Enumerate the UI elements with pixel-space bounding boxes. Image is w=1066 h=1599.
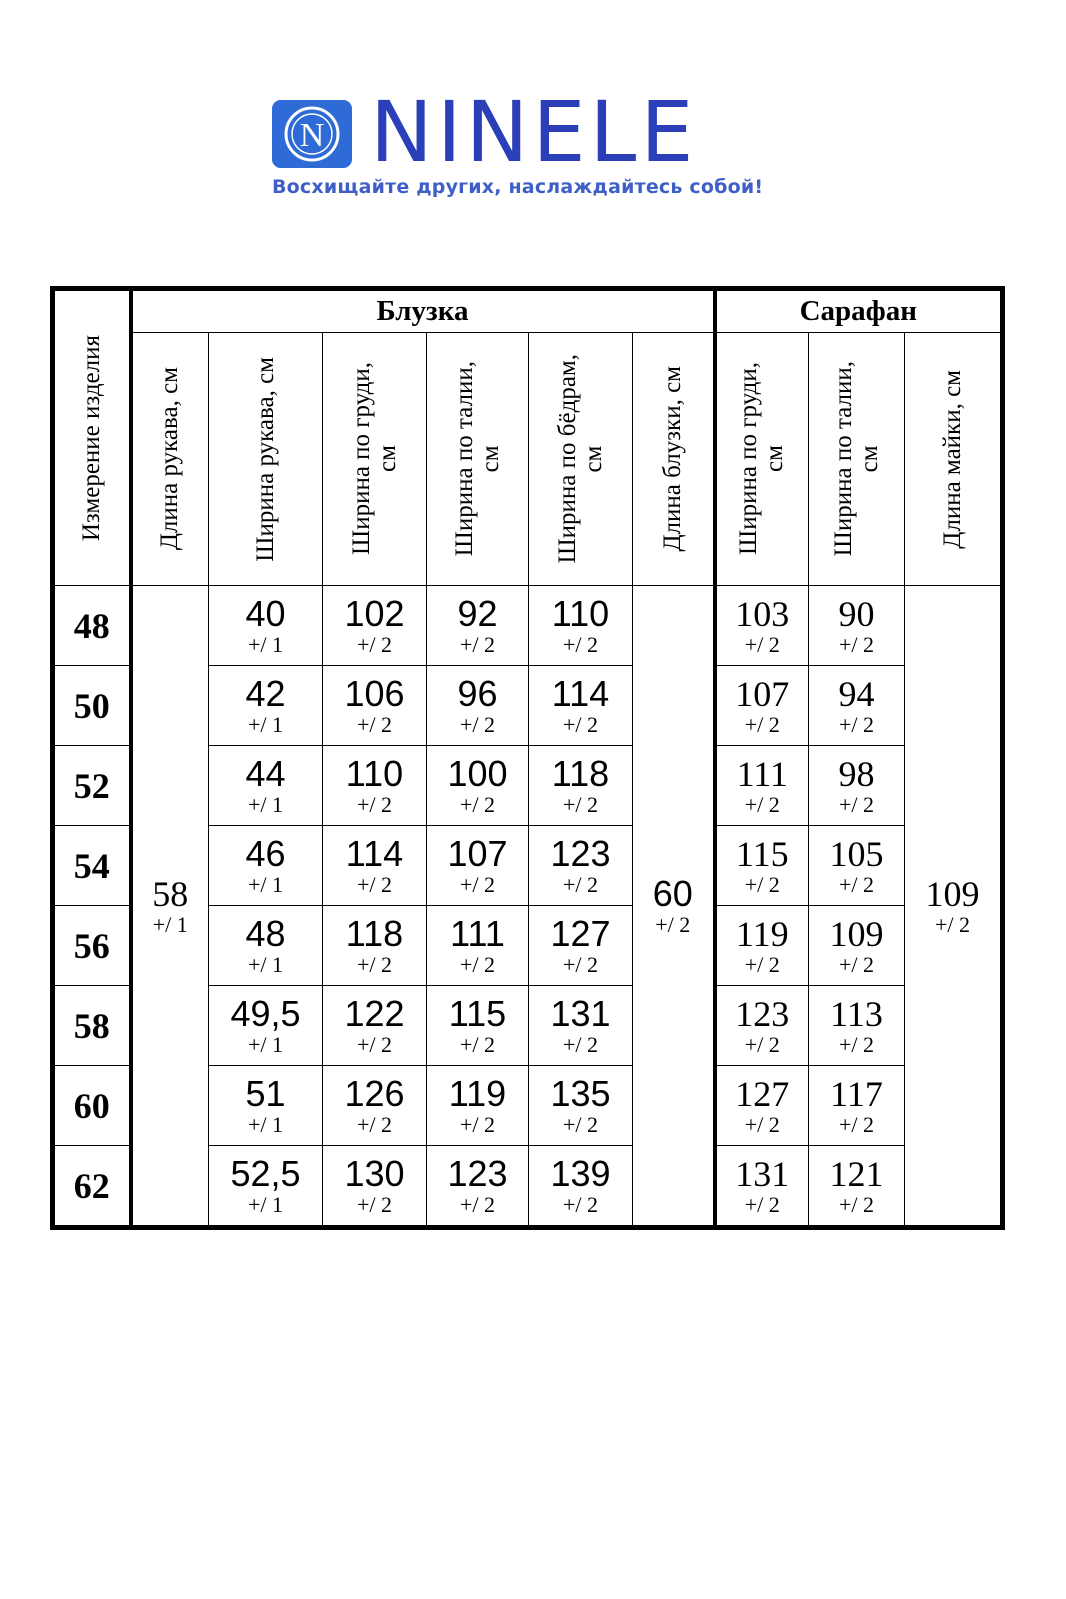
blouse-chest-cell-tolerance: +/ 2 xyxy=(356,1031,393,1057)
sarafan-chest-cell-value: 111 xyxy=(736,753,788,794)
sleeve-width-cell-tolerance: +/ 1 xyxy=(247,871,284,897)
brand-name: NINELE xyxy=(370,83,698,181)
blouse-hips-cell-tolerance: +/ 2 xyxy=(562,951,599,977)
sarafan-waist-cell-value: 109 xyxy=(829,913,884,954)
sleeve-width-cell-value: 52,5 xyxy=(230,1152,301,1194)
sarafan-waist-cell-value: 90 xyxy=(838,593,875,634)
size-cell: 60 xyxy=(55,1066,131,1146)
blouse-chest-cell-tolerance: +/ 2 xyxy=(356,1111,393,1137)
svg-text:N: N xyxy=(299,117,325,154)
col-sarafan-chest-label: Ширина по груди, см xyxy=(735,362,789,556)
size-cell: 58 xyxy=(55,986,131,1066)
blouse-chest-cell-value: 102 xyxy=(344,592,405,634)
blouse-hips-cell xyxy=(529,666,633,746)
sarafan-length-cell-tolerance: +/ 2 xyxy=(934,911,971,937)
sarafan-length-cell xyxy=(905,586,1001,1226)
sleeve-length-cell-tolerance: +/ 1 xyxy=(152,911,188,937)
col-blouse-chest xyxy=(323,333,427,586)
sarafan-waist-cell-tolerance: +/ 2 xyxy=(838,1031,875,1057)
blouse-waist-cell-value: 115 xyxy=(448,992,507,1034)
blouse-waist-cell-tolerance: +/ 2 xyxy=(459,1031,496,1057)
blouse-hips-cell-tolerance: +/ 2 xyxy=(562,711,599,737)
col-blouse-hips xyxy=(529,333,633,586)
sarafan-chest-cell-value: 119 xyxy=(735,913,789,954)
sarafan-chest-cell xyxy=(715,1066,809,1146)
blouse-waist-cell-tolerance: +/ 2 xyxy=(459,951,496,977)
col-sarafan-chest xyxy=(715,333,809,586)
sleeve-width-cell-value: 49,5 xyxy=(230,992,301,1034)
sleeve-width-cell xyxy=(209,826,323,906)
sarafan-chest-cell xyxy=(715,1146,809,1226)
group-sarafan: Сарафан xyxy=(715,291,1001,333)
group-blouse: Блузка xyxy=(131,291,715,333)
col-sleeve-length xyxy=(131,333,209,586)
sarafan-waist-cell xyxy=(809,986,905,1066)
blouse-waist-cell-value: 96 xyxy=(457,672,498,714)
col-sarafan-waist xyxy=(809,333,905,586)
blouse-hips-cell-value: 135 xyxy=(550,1072,611,1114)
sarafan-waist-cell-value: 117 xyxy=(830,1073,883,1114)
blouse-hips-cell-tolerance: +/ 2 xyxy=(562,1111,599,1137)
sarafan-waist-cell-value: 105 xyxy=(829,833,884,874)
sarafan-waist-cell xyxy=(809,906,905,986)
blouse-chest-cell-tolerance: +/ 2 xyxy=(356,791,393,817)
row-header-label: Измерение изделия xyxy=(77,334,105,542)
size-cell: 62 xyxy=(55,1146,131,1226)
sleeve-width-cell-value: 51 xyxy=(245,1072,286,1114)
blouse-waist-cell xyxy=(427,986,529,1066)
table-row xyxy=(55,586,1001,666)
size-cell: 52 xyxy=(55,746,131,826)
blouse-waist-cell xyxy=(427,1066,529,1146)
brand-badge-icon xyxy=(272,100,352,168)
sarafan-waist-cell-value: 121 xyxy=(829,1153,884,1194)
blouse-waist-cell xyxy=(427,746,529,826)
sleeve-width-cell-tolerance: +/ 1 xyxy=(247,1111,284,1137)
size-cell: 56 xyxy=(55,906,131,986)
blouse-hips-cell xyxy=(529,746,633,826)
sarafan-chest-cell-tolerance: +/ 2 xyxy=(744,871,780,897)
col-blouse-chest-label: Ширина по груди, см xyxy=(347,362,401,556)
blouse-waist-cell-value: 111 xyxy=(450,912,505,954)
col-sarafan-length xyxy=(905,333,1001,586)
sleeve-width-cell-tolerance: +/ 1 xyxy=(247,711,284,737)
blouse-chest-cell-value: 110 xyxy=(345,752,404,794)
blouse-chest-cell xyxy=(323,986,427,1066)
blouse-waist-cell-value: 119 xyxy=(448,1072,507,1114)
blouse-waist-cell-tolerance: +/ 2 xyxy=(459,871,496,897)
blouse-waist-cell-tolerance: +/ 2 xyxy=(459,1111,496,1137)
row-header-cell xyxy=(55,291,131,586)
blouse-chest-cell-tolerance: +/ 2 xyxy=(356,951,393,977)
sarafan-waist-cell-tolerance: +/ 2 xyxy=(838,951,875,977)
blouse-waist-cell-value: 107 xyxy=(447,832,508,874)
blouse-waist-cell-value: 92 xyxy=(457,592,498,634)
sleeve-width-cell-tolerance: +/ 1 xyxy=(247,631,284,657)
blouse-chest-cell-value: 130 xyxy=(344,1152,405,1194)
blouse-hips-cell-tolerance: +/ 2 xyxy=(562,871,599,897)
blouse-hips-cell-value: 127 xyxy=(550,912,611,954)
sarafan-waist-cell-tolerance: +/ 2 xyxy=(838,711,875,737)
blouse-chest-cell-tolerance: +/ 2 xyxy=(356,631,393,657)
col-sleeve-length-label: Длина рукава, см xyxy=(156,367,184,551)
col-sarafan-waist-label: Ширина по талии, см xyxy=(829,361,883,557)
blouse-hips-cell-value: 139 xyxy=(550,1152,611,1194)
sarafan-chest-cell xyxy=(715,746,809,826)
blouse-waist-cell xyxy=(427,586,529,666)
sarafan-chest-cell-tolerance: +/ 2 xyxy=(744,711,780,737)
sarafan-waist-cell-tolerance: +/ 2 xyxy=(838,1111,875,1137)
sarafan-waist-cell-tolerance: +/ 2 xyxy=(838,631,875,657)
sarafan-chest-cell xyxy=(715,906,809,986)
blouse-hips-cell-value: 114 xyxy=(551,672,610,714)
sarafan-waist-cell xyxy=(809,586,905,666)
sarafan-chest-cell-tolerance: +/ 2 xyxy=(744,1031,780,1057)
sleeve-width-cell xyxy=(209,1066,323,1146)
sarafan-length-cell-value: 109 xyxy=(925,873,980,914)
blouse-waist-cell-tolerance: +/ 2 xyxy=(459,791,496,817)
sarafan-waist-cell xyxy=(809,1146,905,1226)
col-blouse-hips-label: Ширина по бёдрам, см xyxy=(553,354,607,564)
blouse-hips-cell-tolerance: +/ 2 xyxy=(562,791,599,817)
sarafan-waist-cell xyxy=(809,1066,905,1146)
sarafan-chest-cell-value: 127 xyxy=(735,1073,790,1114)
blouse-hips-cell-tolerance: +/ 2 xyxy=(562,1191,599,1217)
sarafan-waist-cell-value: 94 xyxy=(838,673,875,714)
blouse-waist-cell-tolerance: +/ 2 xyxy=(459,631,496,657)
blouse-chest-cell xyxy=(323,1066,427,1146)
blouse-hips-cell-tolerance: +/ 2 xyxy=(562,631,599,657)
sleeve-width-cell-tolerance: +/ 1 xyxy=(247,951,284,977)
sleeve-width-cell-tolerance: +/ 1 xyxy=(247,1191,284,1217)
col-sleeve-width xyxy=(209,333,323,586)
sleeve-width-cell xyxy=(209,1146,323,1226)
sarafan-chest-cell xyxy=(715,586,809,666)
col-sarafan-length-label: Длина майки, см xyxy=(938,369,966,549)
col-blouse-waist xyxy=(427,333,529,586)
sleeve-width-cell-value: 46 xyxy=(245,832,286,874)
blouse-chest-cell-value: 114 xyxy=(345,832,404,874)
blouse-chest-cell xyxy=(323,906,427,986)
col-sleeve-width-label: Ширина рукава, см xyxy=(251,356,279,562)
sarafan-chest-cell-value: 123 xyxy=(735,993,790,1034)
blouse-hips-cell-value: 131 xyxy=(550,992,611,1034)
size-cell: 48 xyxy=(55,586,131,666)
sarafan-chest-cell xyxy=(715,666,809,746)
sleeve-width-cell xyxy=(209,666,323,746)
sarafan-chest-cell-tolerance: +/ 2 xyxy=(744,951,780,977)
blouse-chest-cell xyxy=(323,1146,427,1226)
sarafan-waist-cell xyxy=(809,826,905,906)
blouse-waist-cell-value: 123 xyxy=(447,1152,508,1194)
sarafan-chest-cell-value: 131 xyxy=(735,1153,790,1194)
blouse-chest-cell xyxy=(323,746,427,826)
blouse-hips-cell-tolerance: +/ 2 xyxy=(562,1031,599,1057)
size-cell: 54 xyxy=(55,826,131,906)
blouse-chest-cell-value: 106 xyxy=(344,672,405,714)
sleeve-length-cell-value: 58 xyxy=(152,873,189,914)
blouse-chest-cell xyxy=(323,586,427,666)
sleeve-width-cell xyxy=(209,746,323,826)
sleeve-width-cell-value: 40 xyxy=(245,592,286,634)
blouse-chest-cell-value: 122 xyxy=(344,992,405,1034)
sarafan-chest-cell-tolerance: +/ 2 xyxy=(744,791,780,817)
brand-slogan: Восхищайте других, наслаждайтесь собой! xyxy=(272,176,764,198)
blouse-chest-cell-value: 118 xyxy=(345,912,404,954)
col-blouse-length-label: Длина блузки, см xyxy=(658,366,686,552)
sleeve-width-cell-value: 42 xyxy=(245,672,286,714)
col-blouse-length xyxy=(633,333,715,586)
sleeve-width-cell-value: 48 xyxy=(245,912,286,954)
blouse-length-cell-value: 60 xyxy=(652,872,693,914)
sarafan-waist-cell xyxy=(809,666,905,746)
sleeve-width-cell-value: 44 xyxy=(245,752,286,794)
sarafan-chest-cell-tolerance: +/ 2 xyxy=(744,1111,780,1137)
sarafan-chest-cell-tolerance: +/ 2 xyxy=(744,631,780,657)
blouse-hips-cell-value: 123 xyxy=(550,832,611,874)
blouse-length-cell xyxy=(633,586,715,1226)
blouse-waist-cell-value: 100 xyxy=(447,752,508,794)
blouse-hips-cell xyxy=(529,1146,633,1226)
blouse-waist-cell xyxy=(427,666,529,746)
sarafan-chest-cell-value: 107 xyxy=(735,673,790,714)
sarafan-chest-cell-tolerance: +/ 2 xyxy=(744,1191,780,1217)
sarafan-waist-cell-tolerance: +/ 2 xyxy=(838,1191,875,1217)
sarafan-chest-cell-value: 115 xyxy=(735,833,789,874)
blouse-hips-cell xyxy=(529,986,633,1066)
blouse-hips-cell xyxy=(529,586,633,666)
sarafan-waist-cell-value: 98 xyxy=(838,753,875,794)
blouse-waist-cell xyxy=(427,826,529,906)
blouse-hips-cell-value: 118 xyxy=(551,752,610,794)
blouse-chest-cell xyxy=(323,826,427,906)
blouse-hips-cell xyxy=(529,1066,633,1146)
col-blouse-waist-label: Ширина по талии, см xyxy=(450,361,504,557)
sleeve-width-cell-tolerance: +/ 1 xyxy=(247,791,284,817)
blouse-chest-cell xyxy=(323,666,427,746)
size-table xyxy=(54,290,1001,1226)
blouse-chest-cell-value: 126 xyxy=(344,1072,405,1114)
sleeve-width-cell xyxy=(209,906,323,986)
sleeve-width-cell xyxy=(209,586,323,666)
sleeve-length-cell xyxy=(131,586,209,1226)
blouse-waist-cell-tolerance: +/ 2 xyxy=(459,1191,496,1217)
blouse-chest-cell-tolerance: +/ 2 xyxy=(356,1191,393,1217)
blouse-chest-cell-tolerance: +/ 2 xyxy=(356,711,393,737)
size-cell: 50 xyxy=(55,666,131,746)
blouse-hips-cell-value: 110 xyxy=(551,592,610,634)
blouse-waist-cell xyxy=(427,906,529,986)
sarafan-chest-cell xyxy=(715,986,809,1066)
sarafan-waist-cell xyxy=(809,746,905,826)
sarafan-chest-cell-value: 103 xyxy=(735,593,790,634)
blouse-waist-cell-tolerance: +/ 2 xyxy=(459,711,496,737)
blouse-hips-cell xyxy=(529,826,633,906)
sarafan-waist-cell-tolerance: +/ 2 xyxy=(838,871,875,897)
sarafan-waist-cell-value: 113 xyxy=(830,993,883,1034)
brand-logo xyxy=(272,83,782,206)
sleeve-width-cell xyxy=(209,986,323,1066)
sarafan-chest-cell xyxy=(715,826,809,906)
blouse-length-cell-tolerance: +/ 2 xyxy=(655,911,691,937)
sarafan-waist-cell-tolerance: +/ 2 xyxy=(838,791,875,817)
blouse-waist-cell xyxy=(427,1146,529,1226)
sleeve-width-cell-tolerance: +/ 1 xyxy=(247,1031,284,1057)
blouse-chest-cell-tolerance: +/ 2 xyxy=(356,871,393,897)
blouse-hips-cell xyxy=(529,906,633,986)
